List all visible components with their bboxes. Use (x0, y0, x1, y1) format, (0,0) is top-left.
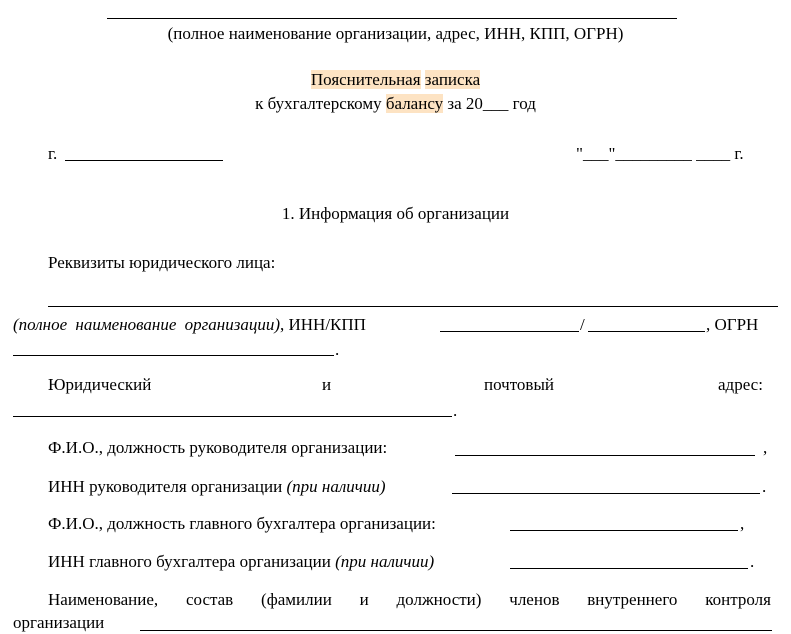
city-field-line[interactable] (65, 160, 223, 161)
ogrn-field-line[interactable] (13, 355, 334, 356)
head-inn-if-any: (при наличии) (286, 477, 386, 496)
accountant-inn-field-line[interactable] (510, 568, 748, 569)
inn-field-line[interactable] (440, 331, 579, 332)
city-label: г. (48, 144, 58, 163)
title-word-2: записка (424, 70, 481, 89)
document-title (0, 70, 791, 90)
head-fio-label: Ф.И.О., должность руководителя организации: (48, 438, 388, 457)
org-name-caption: (полное наименование организации, адрес, ИНН, КПП, ОГРН) (167, 24, 624, 43)
head-inn-label: ИНН руководителя организации (48, 477, 287, 496)
accountant-inn-if-any: (при наличии) (335, 552, 435, 571)
subtitle-highlight: балансу (385, 94, 444, 113)
head-inn-row (48, 477, 386, 497)
address-field-line[interactable] (13, 416, 452, 417)
head-fio-field-line[interactable] (455, 455, 755, 456)
org-name-hint: (полное наименование организации) (13, 315, 280, 334)
head-inn-field-line[interactable] (452, 493, 760, 494)
kpp-field-line[interactable] (588, 331, 705, 332)
address-word-2: и (322, 375, 332, 394)
ogrn-period: . (335, 340, 340, 359)
control-word-8: контроля (705, 590, 771, 609)
accountant-fio-field-line[interactable] (510, 530, 738, 531)
org-name-hint-row (13, 315, 771, 335)
accountant-inn-row (48, 552, 434, 572)
control-word-3: (фамилии (261, 590, 332, 609)
subtitle-pre: к бухгалтерскому (255, 94, 386, 113)
document-subtitle (0, 94, 791, 114)
address-word-4: адрес: (718, 375, 763, 394)
control-members-label (48, 590, 771, 610)
section-title: 1. Информация об организации (281, 204, 510, 223)
legal-entity-name-line[interactable] (48, 306, 778, 307)
control-word-2: состав (185, 590, 234, 609)
inn-kpp-label: , ИНН/КПП (280, 315, 366, 334)
address-word-1: Юридический (48, 375, 152, 394)
title-word-1: Пояснительная (310, 70, 421, 89)
address-word-3: почтовый (484, 375, 554, 394)
accountant-inn-period: . (750, 552, 755, 571)
control-word-5: должности) (396, 590, 482, 609)
requisites-label: Реквизиты юридического лица: (48, 253, 276, 272)
ogrn-label: , ОГРН (706, 315, 759, 334)
head-fio-comma: , (763, 438, 768, 457)
control-word-6: членов (509, 590, 560, 609)
accountant-fio-comma: , (740, 514, 745, 533)
accountant-fio-label: Ф.И.О., должность главного бухгалтера организации: (48, 514, 436, 533)
subtitle-post: за 20___ год (443, 94, 536, 113)
head-inn-period: . (762, 477, 767, 496)
control-word-7: внутреннего (587, 590, 678, 609)
org-name-line (107, 18, 677, 19)
date-field[interactable]: "___"_________ ____ г. (576, 144, 744, 163)
control-word-4: и (359, 590, 369, 609)
inn-kpp-slash: / (580, 315, 585, 334)
control-members-field-line[interactable] (140, 630, 772, 631)
control-members-label-line2: организации (13, 613, 105, 632)
accountant-inn-label: ИНН главного бухгалтера организации (48, 552, 336, 571)
address-period: . (453, 401, 458, 420)
control-word-1: Наименование, (48, 590, 159, 609)
